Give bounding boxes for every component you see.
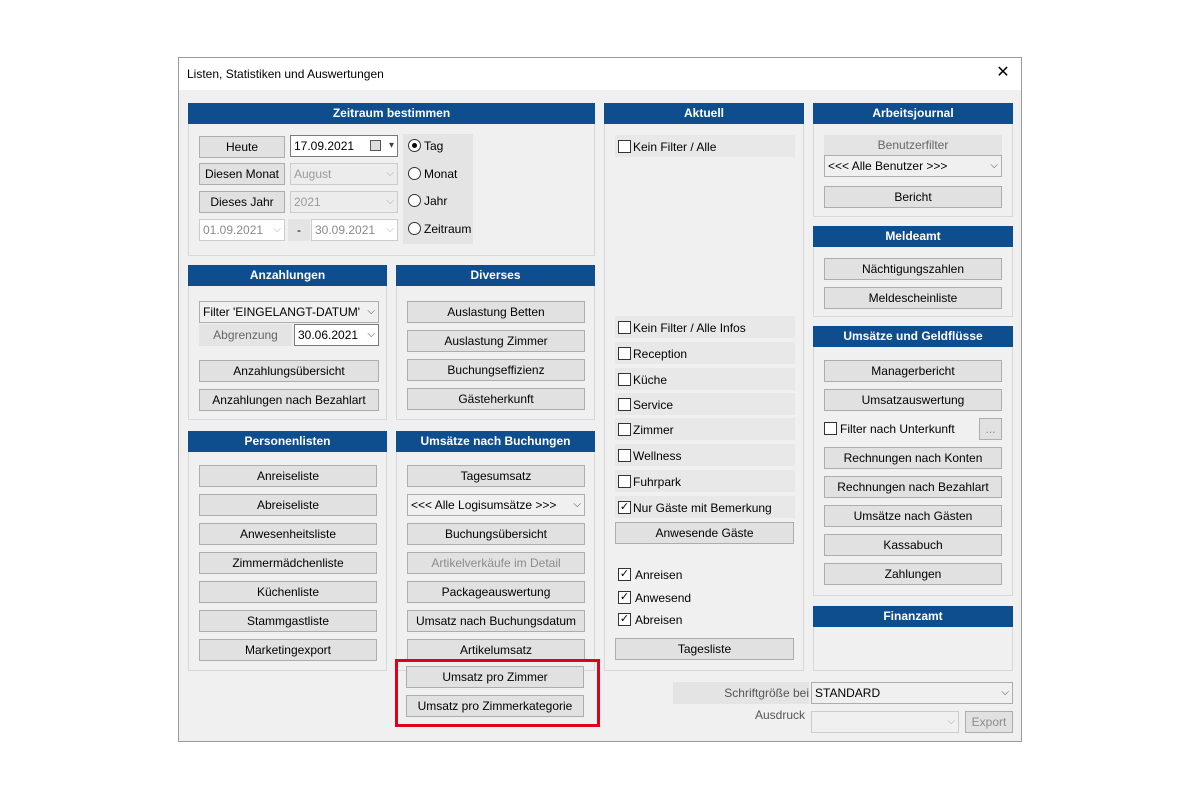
managerbericht-button[interactable]: Managerbericht xyxy=(824,360,1002,382)
heute-button[interactable]: Heute xyxy=(199,136,285,158)
zahlungen-button[interactable]: Zahlungen xyxy=(824,563,1002,585)
logis-select-value: <<< Alle Logisumsätze >>> xyxy=(411,498,557,512)
chevron-down-icon: ⌵ xyxy=(386,196,394,207)
anwesende-gaeste-button[interactable]: Anwesende Gäste xyxy=(615,522,794,544)
radio-zeitraum[interactable] xyxy=(408,222,421,235)
year-value: 2021 xyxy=(294,195,321,209)
buchungseffizienz-button[interactable]: Buchungseffizienz xyxy=(407,359,585,381)
buchungsuebersicht-button[interactable]: Buchungsübersicht xyxy=(407,523,585,545)
kassabuch-button[interactable]: Kassabuch xyxy=(824,534,1002,556)
anreiseliste-button[interactable]: Anreiseliste xyxy=(199,465,377,487)
filter-unterkunft-checkbox[interactable] xyxy=(824,422,837,435)
panel-umsaetze-buchungen xyxy=(396,431,595,671)
bericht-button[interactable]: Bericht xyxy=(824,186,1002,208)
abgrenzung-date: 30.06.2021 xyxy=(298,328,359,342)
reception-checkbox[interactable] xyxy=(618,347,631,360)
rechnungen-bezahlart-button[interactable]: Rechnungen nach Bezahlart xyxy=(824,476,1002,498)
to-date-field[interactable] xyxy=(311,219,398,241)
umsaetze-gaesten-button[interactable]: Umsätze nach Gästen xyxy=(824,505,1002,527)
panel-zeitraum xyxy=(188,103,595,256)
tagesumsatz-button[interactable]: Tagesumsatz xyxy=(407,465,585,487)
anzahlungen-bezahlart-button[interactable]: Anzahlungen nach Bezahlart xyxy=(199,389,379,411)
radio-monat-label: Monat xyxy=(424,167,458,181)
panel-header-umsaetze-geldfluesse: Umsätze und Geldflüsse xyxy=(813,326,1013,347)
panel-personenlisten xyxy=(188,431,387,671)
date-picker[interactable] xyxy=(290,135,398,157)
export-button[interactable]: Export xyxy=(965,711,1013,733)
panel-header-aktuell: Aktuell xyxy=(604,103,804,124)
dash-label: - xyxy=(297,223,301,237)
chevron-down-icon: ▾ xyxy=(388,140,394,151)
gaesteherkunft-button[interactable]: Gästeherkunft xyxy=(407,388,585,410)
chevron-down-icon: ⌵ xyxy=(990,160,998,171)
to-date-value: 30.09.2021 xyxy=(315,223,376,237)
benutzerfilter-label: Benutzerfilter xyxy=(877,138,949,152)
panel-meldeamt xyxy=(813,226,1013,317)
from-date-field[interactable] xyxy=(199,219,285,241)
anreisen-label: Anreisen xyxy=(635,568,683,582)
radio-tag-label: Tag xyxy=(424,139,444,153)
panel-header-umsaetze-buchungen: Umsätze nach Buchungen xyxy=(396,431,595,452)
month-select[interactable] xyxy=(290,163,398,185)
kueche-checkbox[interactable] xyxy=(618,373,631,386)
meldescheinliste-button[interactable]: Meldescheinliste xyxy=(824,287,1002,309)
kueche-label: Küche xyxy=(633,373,668,387)
anzahlungen-filter-select[interactable] xyxy=(199,301,379,323)
anzahlungsuebersicht-button[interactable]: Anzahlungsübersicht xyxy=(199,360,379,382)
kein-filter-infos-checkbox[interactable] xyxy=(618,321,631,334)
schriftgroesse-value: STANDARD xyxy=(815,686,881,700)
zimmer-checkbox[interactable] xyxy=(618,423,631,436)
kuechenliste-button[interactable]: Küchenliste xyxy=(199,581,377,603)
panel-finanzamt xyxy=(813,606,1013,671)
highlight-box xyxy=(395,659,600,727)
stammgastliste-button[interactable]: Stammgastliste xyxy=(199,610,377,632)
marketingexport-button[interactable]: Marketingexport xyxy=(199,639,377,661)
benutzerfilter-label-box xyxy=(824,135,1002,155)
artikelverkaeufe-button[interactable]: Artikelverkäufe im Detail xyxy=(407,552,585,574)
logisumsaetze-select[interactable] xyxy=(407,494,585,516)
rechnungen-konten-button[interactable]: Rechnungen nach Konten xyxy=(824,447,1002,469)
abreisen-label: Abreisen xyxy=(635,613,683,627)
anreisen-checkbox[interactable]: ✓ xyxy=(619,568,630,580)
radio-jahr[interactable] xyxy=(408,194,421,207)
abgrenzung-label-box xyxy=(199,324,292,346)
panel-header-zeitraum: Zeitraum bestimmen xyxy=(188,103,595,124)
date-value: 17.09.2021 xyxy=(294,139,355,153)
abgrenzung-label: Abgrenzung xyxy=(213,328,278,342)
chevron-down-icon: ⌵ xyxy=(573,499,581,510)
radio-monat[interactable] xyxy=(408,167,421,180)
month-value: August xyxy=(294,167,332,181)
panel-header-diverses: Diverses xyxy=(396,265,595,286)
close-icon[interactable]: ✕ xyxy=(996,64,1010,81)
service-checkbox[interactable] xyxy=(618,398,631,411)
dialog-window xyxy=(178,57,1022,742)
chevron-down-icon: ⌵ xyxy=(273,224,281,235)
filter-unterkunft-label: Filter nach Unterkunft xyxy=(840,422,955,436)
radio-tag[interactable] xyxy=(408,139,421,152)
chevron-down-icon: ⌵ xyxy=(947,716,955,727)
umsatz-pro-zimmer-button[interactable]: Umsatz pro Zimmer xyxy=(406,666,584,688)
date-range-separator xyxy=(288,219,310,241)
panel-arbeitsjournal xyxy=(813,103,1013,217)
panel-header-finanzamt: Finanzamt xyxy=(813,606,1013,627)
diesen-monat-button[interactable]: Diesen Monat xyxy=(199,163,285,185)
abgrenzung-date-field[interactable] xyxy=(294,324,379,346)
umsatz-buchungsdatum-button[interactable]: Umsatz nach Buchungsdatum xyxy=(407,610,585,632)
benutzer-select[interactable] xyxy=(824,155,1002,177)
wellness-label: Wellness xyxy=(633,449,682,463)
schriftgroesse-select[interactable] xyxy=(811,682,1013,704)
schriftgroesse-label-box xyxy=(673,682,809,722)
filter-value: Filter 'EINGELANGT-DATUM' xyxy=(203,305,361,319)
panel-header-personenlisten: Personenlisten xyxy=(188,431,387,452)
year-select[interactable] xyxy=(290,191,398,213)
anwesend-label: Anwesend xyxy=(635,591,692,605)
auslastung-zimmer-button[interactable]: Auslastung Zimmer xyxy=(407,330,585,352)
chevron-down-icon: ⌵ xyxy=(1001,687,1009,698)
panel-aktuell xyxy=(604,103,804,671)
naechtigungszahlen-button[interactable]: Nächtigungszahlen xyxy=(824,258,1002,280)
panel-header-arbeitsjournal: Arbeitsjournal xyxy=(813,103,1013,124)
dieses-jahr-button[interactable]: Dieses Jahr xyxy=(199,191,285,213)
abreiseliste-button[interactable]: Abreiseliste xyxy=(199,494,377,516)
benutzer-select-value: <<< Alle Benutzer >>> xyxy=(828,159,948,173)
radio-zeitraum-label: Zeitraum xyxy=(424,222,472,236)
chevron-down-icon: ⌵ xyxy=(386,168,394,179)
title-bar xyxy=(179,58,1021,90)
chevron-down-icon: ⌵ xyxy=(367,306,375,317)
nur-bemerkung-label: Nur Gäste mit Bemerkung xyxy=(633,501,772,515)
chevron-down-icon: ⌵ xyxy=(386,224,394,235)
wellness-checkbox[interactable] xyxy=(618,449,631,462)
anwesend-checkbox[interactable]: ✓ xyxy=(619,591,630,603)
window-title: Listen, Statistiken und Auswertungen xyxy=(187,67,384,81)
umsatzauswertung-button[interactable]: Umsatzauswertung xyxy=(824,389,1002,411)
chevron-down-icon: ⌵ xyxy=(367,329,375,340)
panel-diverses xyxy=(396,265,595,420)
kein-filter-label: Kein Filter / Alle xyxy=(633,140,717,154)
calendar-icon xyxy=(370,140,381,151)
anwesenheitsliste-button[interactable]: Anwesenheitsliste xyxy=(199,523,377,545)
panel-header-anzahlungen: Anzahlungen xyxy=(188,265,387,286)
unterkunft-dots-button[interactable]: ... xyxy=(979,418,1002,440)
from-date-value: 01.09.2021 xyxy=(203,223,264,237)
auslastung-betten-button[interactable]: Auslastung Betten xyxy=(407,301,585,323)
kein-filter-infos-label: Kein Filter / Alle Infos xyxy=(633,321,746,335)
fuhrpark-label: Fuhrpark xyxy=(633,475,682,489)
packageauswertung-button[interactable]: Packageauswertung xyxy=(407,581,585,603)
panel-header-meldeamt: Meldeamt xyxy=(813,226,1013,247)
fuhrpark-checkbox[interactable] xyxy=(618,475,631,488)
tagesliste-button[interactable]: Tagesliste xyxy=(615,638,794,660)
panel-anzahlungen xyxy=(188,265,387,420)
umsatz-pro-zimmerkategorie-button[interactable]: Umsatz pro Zimmerkategorie xyxy=(406,695,584,717)
reception-label: Reception xyxy=(633,347,688,361)
radio-jahr-label: Jahr xyxy=(424,194,448,208)
service-label: Service xyxy=(633,398,674,412)
panel-umsaetze-geldfluesse xyxy=(813,326,1013,596)
schriftgroesse-label: Schriftgröße bei Ausdruck xyxy=(724,686,809,722)
export-format-select[interactable] xyxy=(811,711,959,733)
zimmermaedchenliste-button[interactable]: Zimmermädchenliste xyxy=(199,552,377,574)
nur-bemerkung-checkbox[interactable]: ✓ xyxy=(619,501,630,513)
abreisen-checkbox[interactable]: ✓ xyxy=(619,613,630,625)
zimmer-label: Zimmer xyxy=(633,423,674,437)
kein-filter-checkbox[interactable] xyxy=(618,140,631,153)
artikelumsatz-button[interactable]: Artikelumsatz xyxy=(407,639,585,661)
